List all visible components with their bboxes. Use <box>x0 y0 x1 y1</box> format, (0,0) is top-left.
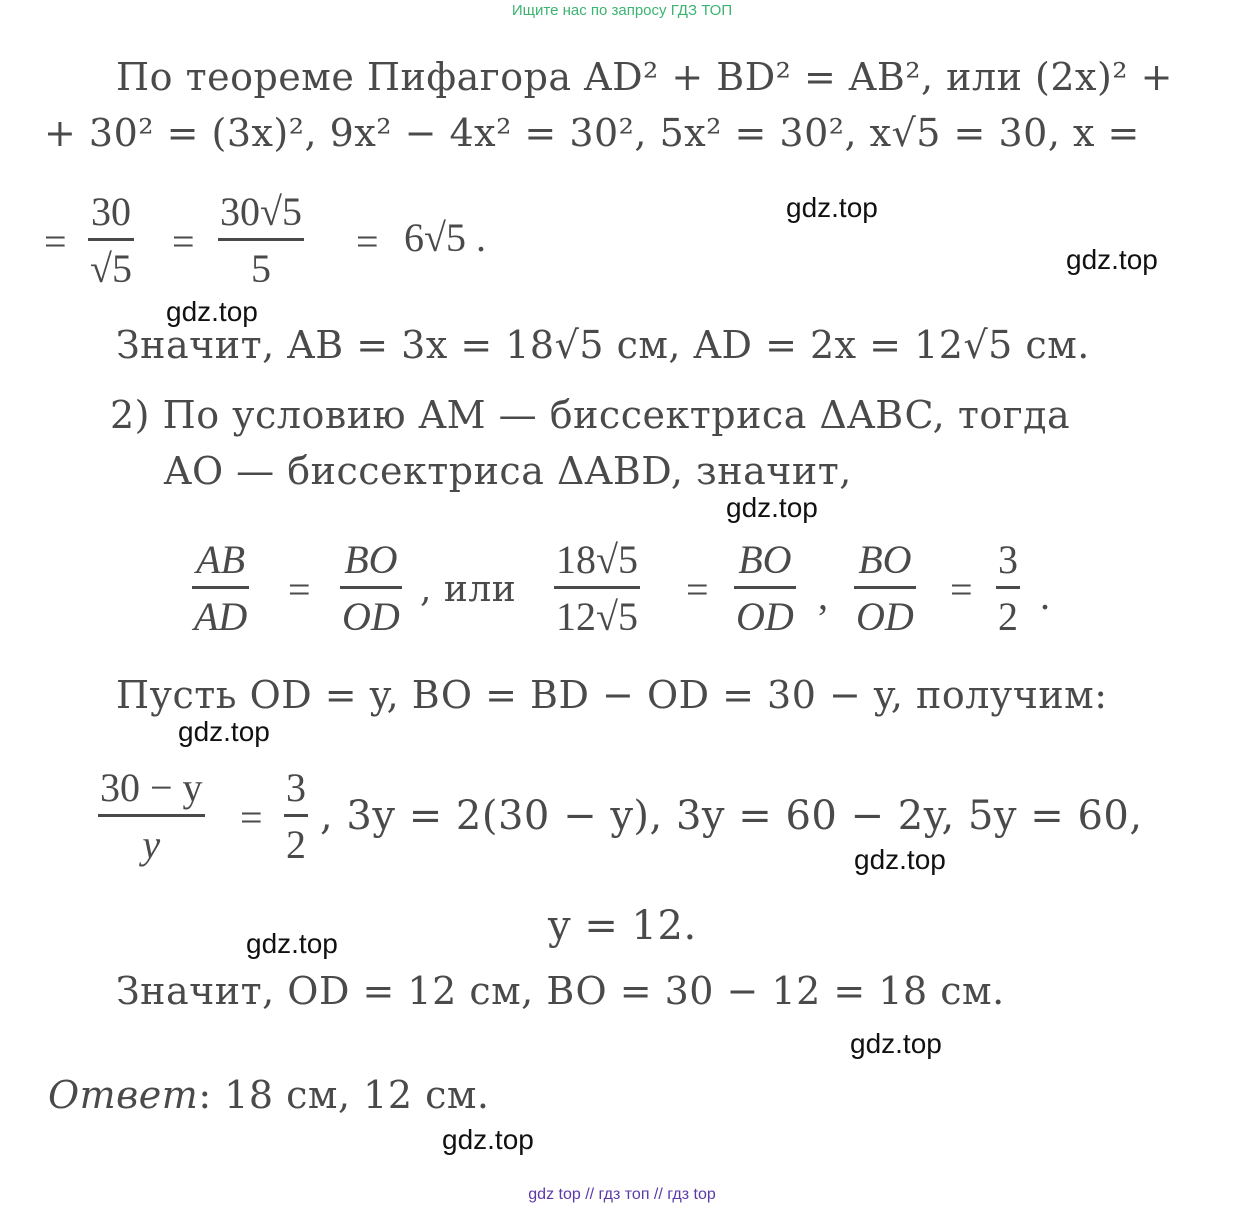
answer-line <box>48 1073 490 1117</box>
fraction-denominator: 2 <box>998 594 1018 639</box>
equals-sign: = <box>172 219 195 264</box>
fraction-bar <box>192 586 249 589</box>
watermark: gdz.top <box>726 492 818 523</box>
fraction-numerator: AB <box>196 537 246 582</box>
fraction-bar <box>88 238 134 241</box>
text-line-9-rest: , 3y = 2(30 − y), 3y = 60 − 2y, 5y = 60, <box>320 793 1143 839</box>
text-line-5: 2) По условию AM — биссектриса ΔABC, тогда <box>110 393 1071 437</box>
fraction-30-over-sqrt5 <box>88 189 134 291</box>
answer-text: : 18 см, 12 см. <box>198 1073 490 1117</box>
equals-sign: = <box>686 567 709 612</box>
fraction-bar <box>554 586 640 589</box>
result-6sqrt5: 6√5 . <box>404 215 486 260</box>
fraction-bar <box>996 586 1020 589</box>
fraction-denominator: √5 <box>90 246 132 291</box>
answer-label: Ответ <box>48 1073 199 1117</box>
fraction-AB-over-AD <box>192 537 249 639</box>
fraction-bar <box>284 814 308 817</box>
text-line-8: Пусть OD = y, BO = BD − OD = 30 − y, получим: <box>116 673 1108 717</box>
text-line-2: + 30² = (3x)², 9x² − 4x² = 30², 5x² = 30², x√5 = 30, x = <box>44 111 1140 155</box>
equals-sign: = <box>288 567 311 612</box>
watermark: gdz.top <box>178 716 270 747</box>
text-line-1: По теореме Пифагора AD² + BD² = AB², или (2x)² + <box>116 55 1173 99</box>
fraction-denominator: OD <box>856 594 914 639</box>
fraction-numerator: 30 − y <box>100 765 203 810</box>
watermark: gdz.top <box>854 844 946 875</box>
text-line-10: y = 12. <box>548 903 697 949</box>
equals-sign: = <box>950 567 973 612</box>
fraction-denominator: 12√5 <box>556 594 638 639</box>
period: . <box>1040 573 1050 618</box>
text-line-4: Значит, AB = 3x = 18√5 см, AD = 2x = 12√5 см. <box>116 323 1090 367</box>
fraction-denominator: AD <box>194 594 248 639</box>
watermark: gdz.top <box>1066 244 1158 275</box>
text-line-11: Значит, OD = 12 см, BO = 30 − 12 = 18 см. <box>116 969 1005 1013</box>
equals-sign: = <box>44 219 67 264</box>
fraction-numerator: 30√5 <box>220 189 302 234</box>
fraction-numerator: 3 <box>998 537 1018 582</box>
fraction-denominator: OD <box>736 594 794 639</box>
or-text: , или <box>420 569 517 610</box>
fraction-bar <box>734 586 796 589</box>
fraction-denominator: y <box>142 822 161 867</box>
text-line-6: AO — биссектриса ΔABD, значит, <box>164 449 852 493</box>
fraction-bar <box>340 586 402 589</box>
fraction-BO-over-OD-2 <box>734 537 796 639</box>
fraction-denominator: 2 <box>286 822 306 867</box>
equals-sign: = <box>240 795 263 840</box>
fraction-3-over-2-b <box>284 765 308 867</box>
equals-sign: = <box>356 219 379 264</box>
fraction-30sqrt5-over-5 <box>218 189 304 291</box>
fraction-3-over-2 <box>996 537 1020 639</box>
fraction-numerator: 3 <box>286 765 306 810</box>
fraction-numerator: 30 <box>90 189 131 234</box>
fraction-bar <box>218 238 304 241</box>
fraction-BO-over-OD-3 <box>854 537 916 639</box>
comma: , <box>818 573 828 618</box>
bottom-banner[interactable]: gdz top // гдз топ // гдз top <box>528 1186 716 1203</box>
fraction-numerator: 18√5 <box>556 537 638 582</box>
watermark: gdz.top <box>442 1124 534 1155</box>
fraction-18sqrt5-over-12sqrt5 <box>554 537 640 639</box>
fraction-numerator: BO <box>858 537 912 582</box>
fraction-BO-over-OD <box>340 537 402 639</box>
fraction-numerator: BO <box>344 537 398 582</box>
fraction-denominator: OD <box>342 594 400 639</box>
watermark: gdz.top <box>246 928 338 959</box>
fraction-bar <box>854 586 916 589</box>
watermark: gdz.top <box>166 296 258 327</box>
watermark: gdz.top <box>786 192 878 223</box>
fraction-30-minus-y-over-y <box>98 765 205 867</box>
top-banner[interactable]: Ищите нас по запросу ГДЗ ТОП <box>511 2 733 19</box>
fraction-bar <box>98 814 205 817</box>
watermark: gdz.top <box>850 1028 942 1059</box>
fraction-numerator: BO <box>738 537 792 582</box>
fraction-denominator: 5 <box>250 246 271 291</box>
